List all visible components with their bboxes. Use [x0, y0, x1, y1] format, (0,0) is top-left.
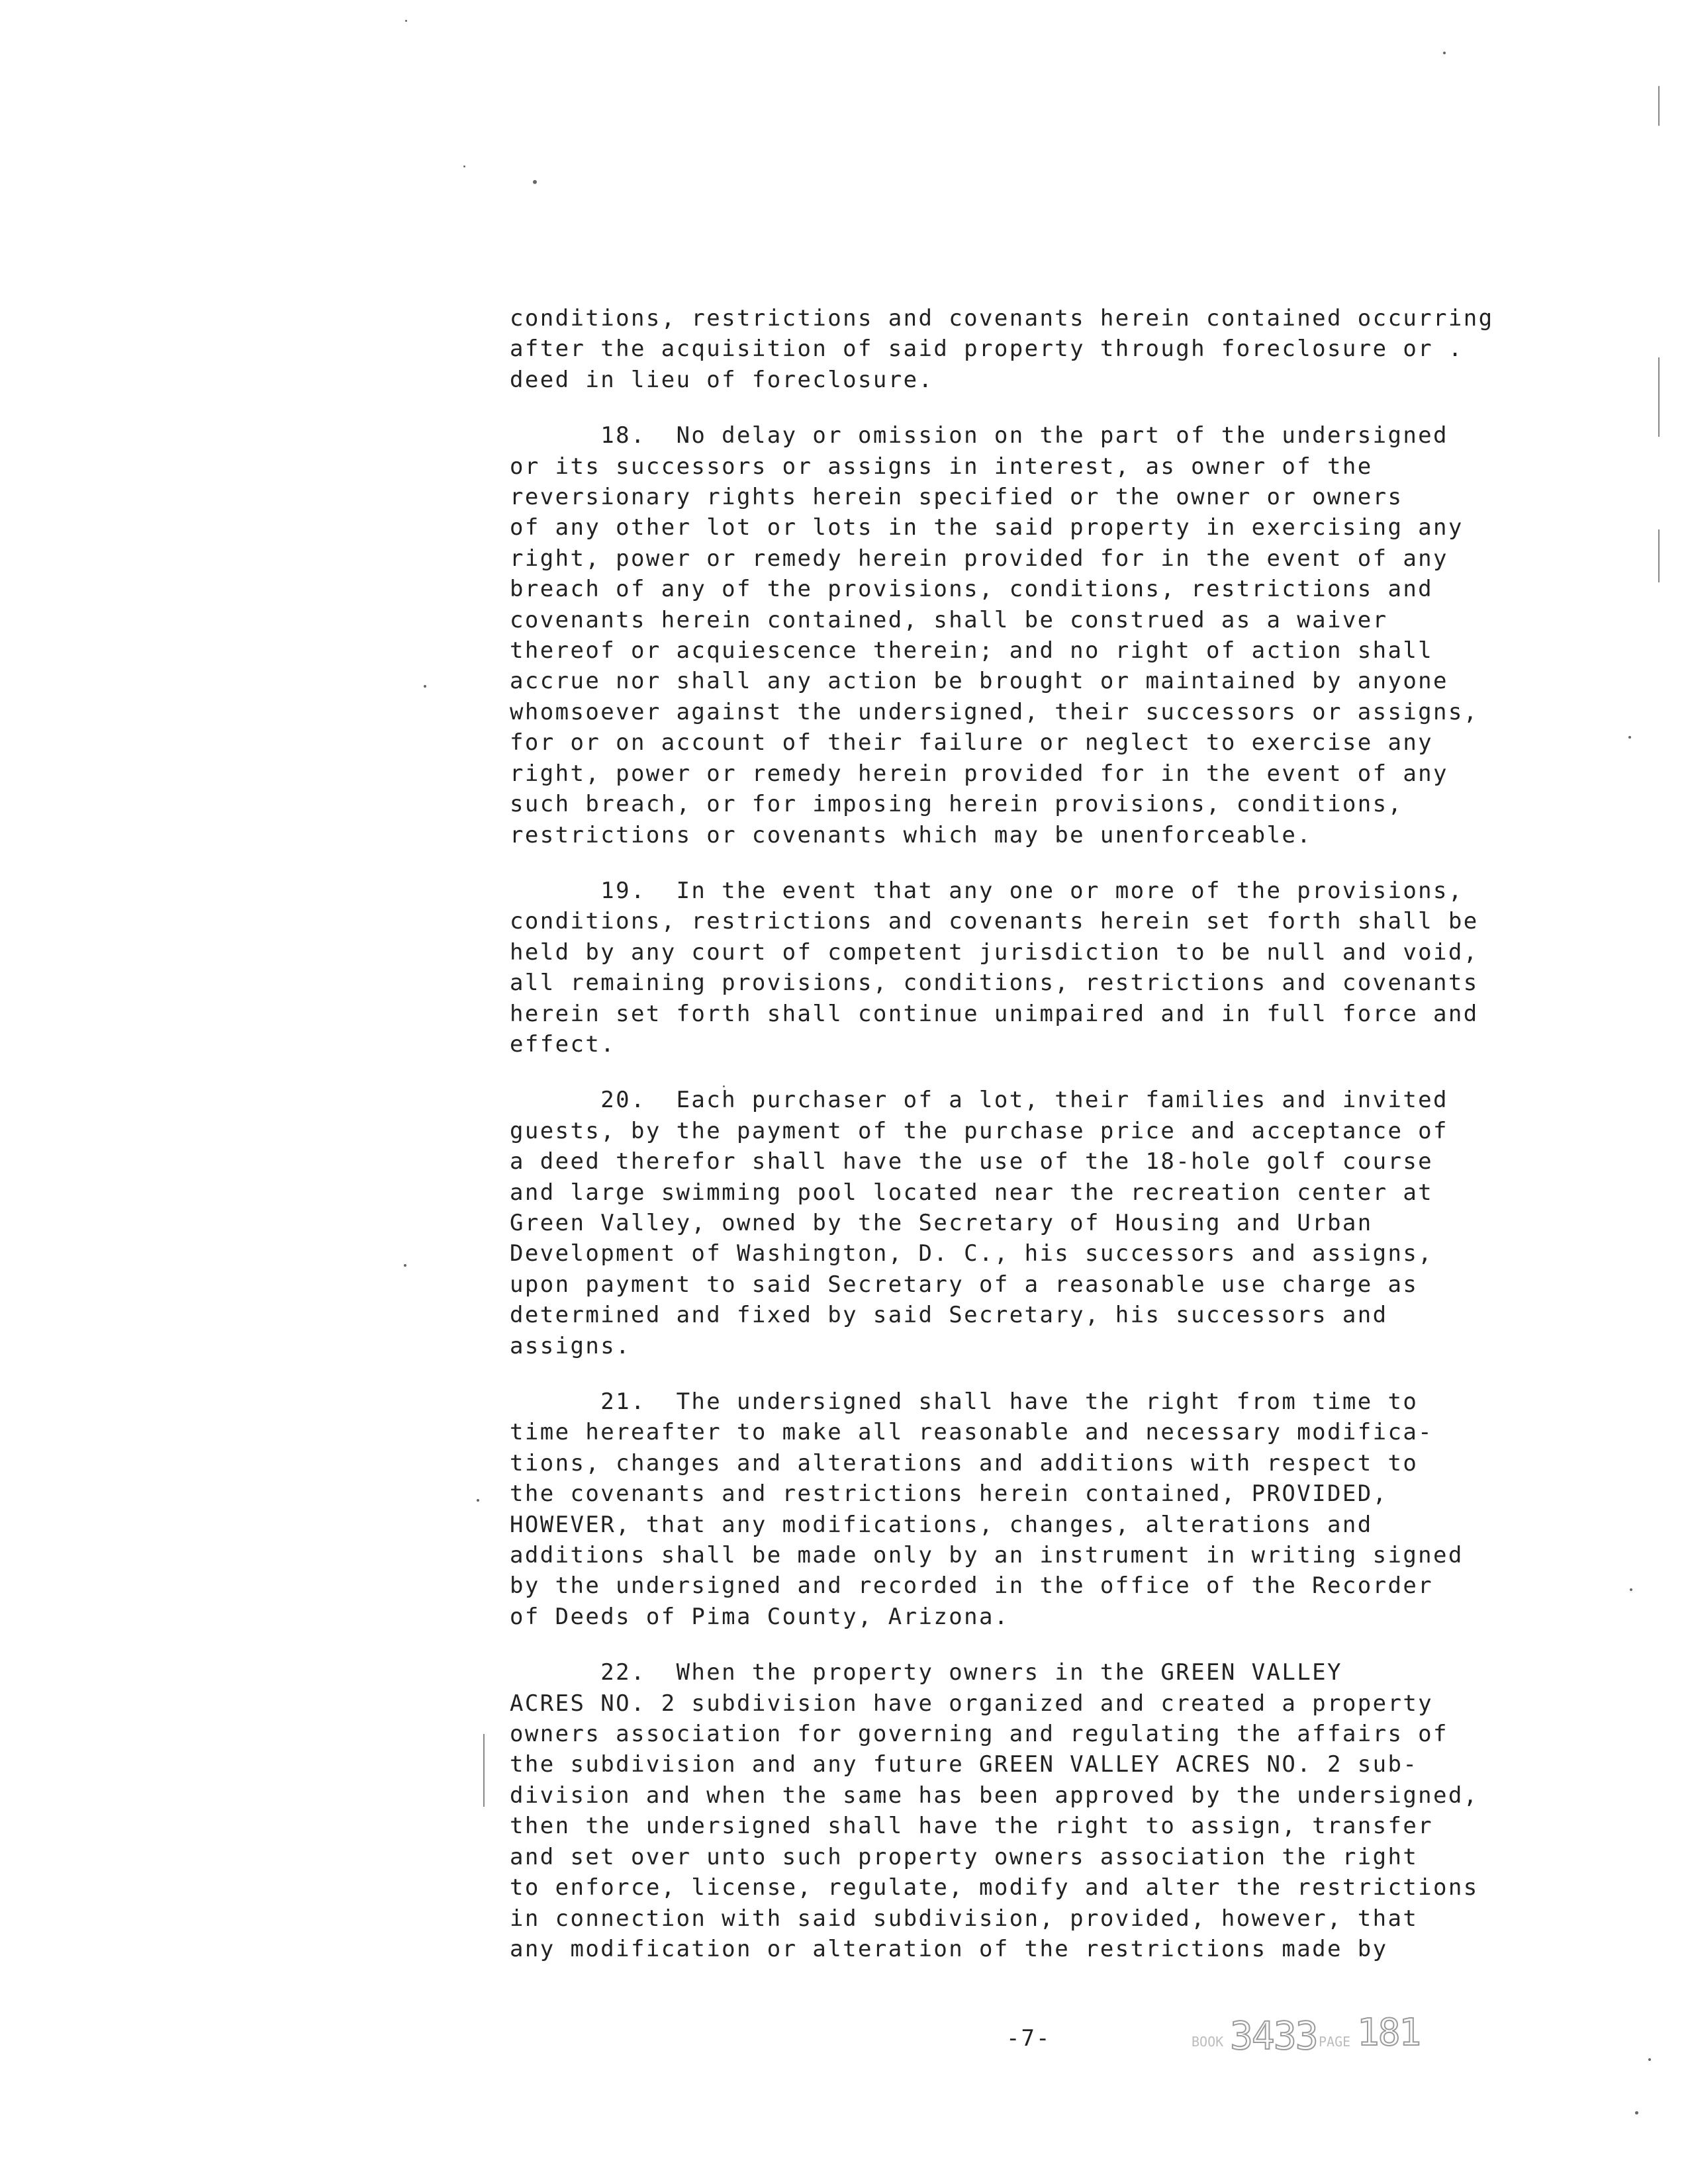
- paragraph-gap: [510, 1361, 1542, 1387]
- text-line: all remaining provisions, conditions, restrictions and covenants: [510, 970, 1479, 997]
- text-line: 19. In the event that any one or more of the provisions,: [510, 877, 1464, 904]
- text-line: thereof or acquiescence therein; and no right of action shall: [510, 637, 1434, 664]
- text-line: 20. Each purchaser of a lot, their families and invited: [510, 1087, 1448, 1114]
- text-line: held by any court of competent jurisdiction to be null and void,: [510, 938, 1479, 966]
- text-line: time hereafter to make all reasonable and necessary modifica-: [510, 1419, 1434, 1446]
- text-line: and large swimming pool located near the recreation center at: [510, 1179, 1434, 1206]
- paragraph-carryover: [510, 303, 1542, 395]
- text-line: of any other lot or lots in the said property in exercising any: [510, 514, 1464, 541]
- scan-speck: [1628, 736, 1631, 739]
- text-line: upon payment to said Secretary of a reasonable use charge as: [510, 1271, 1419, 1298]
- text-line: assigns.: [510, 1332, 631, 1359]
- text-line: right, power or remedy herein provided for in the event of any: [510, 545, 1448, 572]
- text-line: 18. No delay or omission on the part of the undersigned: [510, 422, 1448, 449]
- text-line: owners association for governing and regulating the affairs of: [510, 1721, 1448, 1748]
- text-line: for or on account of their failure or neglect to exercise any: [510, 729, 1434, 756]
- scan-speck: [1443, 52, 1446, 54]
- text-line: reversionary rights herein specified or the owner or owners: [510, 484, 1403, 511]
- text-line: any modification or alteration of the restrictions made by: [510, 1935, 1388, 1962]
- stamp-book-label: BOOK: [1192, 2034, 1224, 2050]
- text-line: the covenants and restrictions herein contained, PROVIDED,: [510, 1480, 1388, 1508]
- text-line: such breach, or for imposing herein provisions, conditions,: [510, 791, 1403, 818]
- text-line: 21. The undersigned shall have the right from time to: [510, 1388, 1419, 1415]
- text-line: effect.: [510, 1030, 616, 1058]
- stamp-page-value: 181: [1357, 2011, 1421, 2054]
- text-line: after the acquisition of said property through foreclosure or .: [510, 336, 1464, 363]
- text-line: restrictions or covenants which may be unenforceable.: [510, 821, 1313, 848]
- text-line: or its successors or assigns in interest, as owner of the: [510, 453, 1373, 480]
- paragraph-gap: [510, 1060, 1542, 1085]
- paragraph-gap: [510, 1632, 1542, 1657]
- scan-speck: [463, 165, 465, 167]
- text-line: the subdivision and any future GREEN VALLEY ACRES NO. 2 sub-: [510, 1751, 1419, 1778]
- stamp-book-number: 3433: [1230, 2013, 1317, 2058]
- text-line: deed in lieu of foreclosure.: [510, 366, 934, 393]
- text-line: additions shall be made only by an instrument in writing signed: [510, 1542, 1464, 1569]
- margin-mark: [1658, 529, 1660, 582]
- scan-speck: [405, 20, 407, 22]
- text-line: Development of Washington, D. C., his successors and assigns,: [510, 1240, 1434, 1267]
- paragraph-p18: [510, 420, 1542, 850]
- text-line: 22. When the property owners in the GREEN VALLEY: [510, 1659, 1342, 1686]
- text-line: conditions, restrictions and covenants herein contained occurring: [510, 305, 1494, 332]
- scan-speck: [1648, 2058, 1651, 2061]
- text-line: right, power or remedy herein provided for in the event of any: [510, 760, 1448, 787]
- text-line: of Deeds of Pima County, Arizona.: [510, 1603, 1009, 1630]
- text-line: in connection with said subdivision, provided, however, that: [510, 1905, 1419, 1932]
- text-line: then the undersigned shall have the right to assign, transfer: [510, 1813, 1434, 1840]
- text-line: Green Valley, owned by the Secretary of Housing and Urban: [510, 1209, 1373, 1236]
- scan-speck: [477, 1499, 479, 1502]
- stamp-page-label: PAGE: [1319, 2034, 1351, 2050]
- text-line: herein set forth shall continue unimpaired and in full force and: [510, 1000, 1479, 1027]
- paragraph-p21: [510, 1387, 1542, 1632]
- scan-speck: [1635, 2111, 1638, 2115]
- scan-speck: [424, 685, 426, 688]
- text-line: and set over unto such property owners association the right: [510, 1843, 1419, 1870]
- scan-speck: [533, 180, 537, 184]
- book-page-stamp: [1192, 2005, 1430, 2058]
- text-line: ACRES NO. 2 subdivision have organized and created a property: [510, 1690, 1434, 1717]
- paragraph-p19: [510, 876, 1542, 1060]
- text-line: conditions, restrictions and covenants herein set forth shall be: [510, 908, 1479, 935]
- scan-speck: [404, 1264, 406, 1267]
- text-line: tions, changes and alterations and additions with respect to: [510, 1449, 1419, 1477]
- text-line: to enforce, license, regulate, modify and alter the restrictions: [510, 1874, 1479, 1901]
- paragraph-gap: [510, 395, 1542, 420]
- document-body: [510, 303, 1542, 1964]
- margin-mark: [1658, 86, 1660, 126]
- text-line: guests, by the payment of the purchase price and acceptance of: [510, 1117, 1448, 1144]
- paragraph-gap: [510, 850, 1542, 876]
- text-line: whomsoever against the undersigned, their successors or assigns,: [510, 698, 1479, 725]
- text-line: breach of any of the provisions, conditions, restrictions and: [510, 576, 1434, 603]
- scan-speck: [1630, 1588, 1632, 1591]
- text-line: accrue nor shall any action be brought or maintained by anyone: [510, 668, 1448, 695]
- text-line: HOWEVER, that any modifications, changes, alterations and: [510, 1511, 1373, 1538]
- paragraph-p22: [510, 1657, 1542, 1964]
- text-line: a deed therefor shall have the use of the 18-hole golf course: [510, 1148, 1434, 1175]
- margin-mark: [483, 1734, 485, 1807]
- text-line: determined and fixed by said Secretary, his successors and: [510, 1302, 1388, 1329]
- text-line: covenants herein contained, shall be construed as a waiver: [510, 606, 1388, 633]
- text-line: division and when the same has been approved by the undersigned,: [510, 1782, 1479, 1809]
- margin-mark: [1658, 357, 1660, 437]
- paragraph-p20: [510, 1085, 1542, 1361]
- text-line: by the undersigned and recorded in the office of the Recorder: [510, 1572, 1434, 1600]
- page-number: -7-: [1006, 2025, 1051, 2052]
